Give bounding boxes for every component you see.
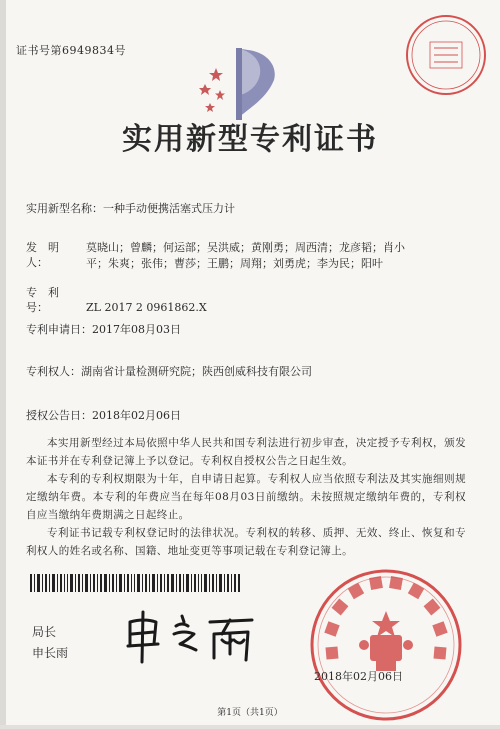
patentee: 专利权人：湖南省计量检测研究院；陕西创威科技有限公司 <box>26 365 312 378</box>
page-footer: 第1页（共1页） <box>217 708 283 718</box>
issue-date: 2018年02月06日 <box>314 670 403 683</box>
body-paragraph: 专利证书记载专利权登记时的法律状况。专利权的转移、质押、无效、终止、恢复和专利权人的姓名或名称、国籍、地址变更等事项记载在专利登记簿上。 <box>26 527 466 557</box>
body-paragraph: 本实用新型经过本局依照中华人民共和国专利法进行初步审查，决定授予专利权，颁发本证书并在专利登记簿上予以登记。专利权自授权公告之日起生效。 <box>26 437 466 467</box>
top-right-stamp <box>403 12 489 98</box>
scan-edge <box>0 0 6 729</box>
handwritten-signature <box>118 600 258 670</box>
page-title: 实用新型专利证书 <box>122 122 378 157</box>
scan-edge-bottom <box>0 725 500 729</box>
patent-number-value: ZL 2017 2 0961862.X <box>86 301 207 314</box>
inventors-field <box>26 240 426 272</box>
signatory-title: 局长 <box>32 625 57 639</box>
inventors-label: 发 明 人： <box>26 241 70 269</box>
body-paragraph: 本专利的专利权期限为十年，自申请日起算。专利权人应当依照专利法及其实施细则规定缴纳年费。本专利的年费应当在每年08月03日前缴纳。未按照规定缴纳年费的，专利权自应当缴纳年费期满之日起终止。 <box>26 473 466 521</box>
utility-model-name: 实用新型名称：一种手动便携活塞式压力计 <box>26 202 235 215</box>
certificate-number: 证书号第6949834号 <box>16 44 126 57</box>
official-seal <box>306 565 466 725</box>
grant-date: 授权公告日：2018年02月06日 <box>26 409 181 422</box>
inventors-value: 莫晓山；曾麟；何运部；吴洪威；黄刚勇；周西清；龙彦韬；肖小平；朱爽；张伟；曹莎；王鹏；周翔；刘勇虎；李为民；阳叶 <box>86 241 405 270</box>
patent-number-field <box>26 285 207 315</box>
patent-number-label: 专 利 号： <box>26 286 70 314</box>
application-date: 专利申请日：2017年08月03日 <box>26 323 181 336</box>
barcode <box>30 574 240 592</box>
signatory-name: 申长雨 <box>32 646 69 660</box>
certificate-body <box>26 434 466 560</box>
